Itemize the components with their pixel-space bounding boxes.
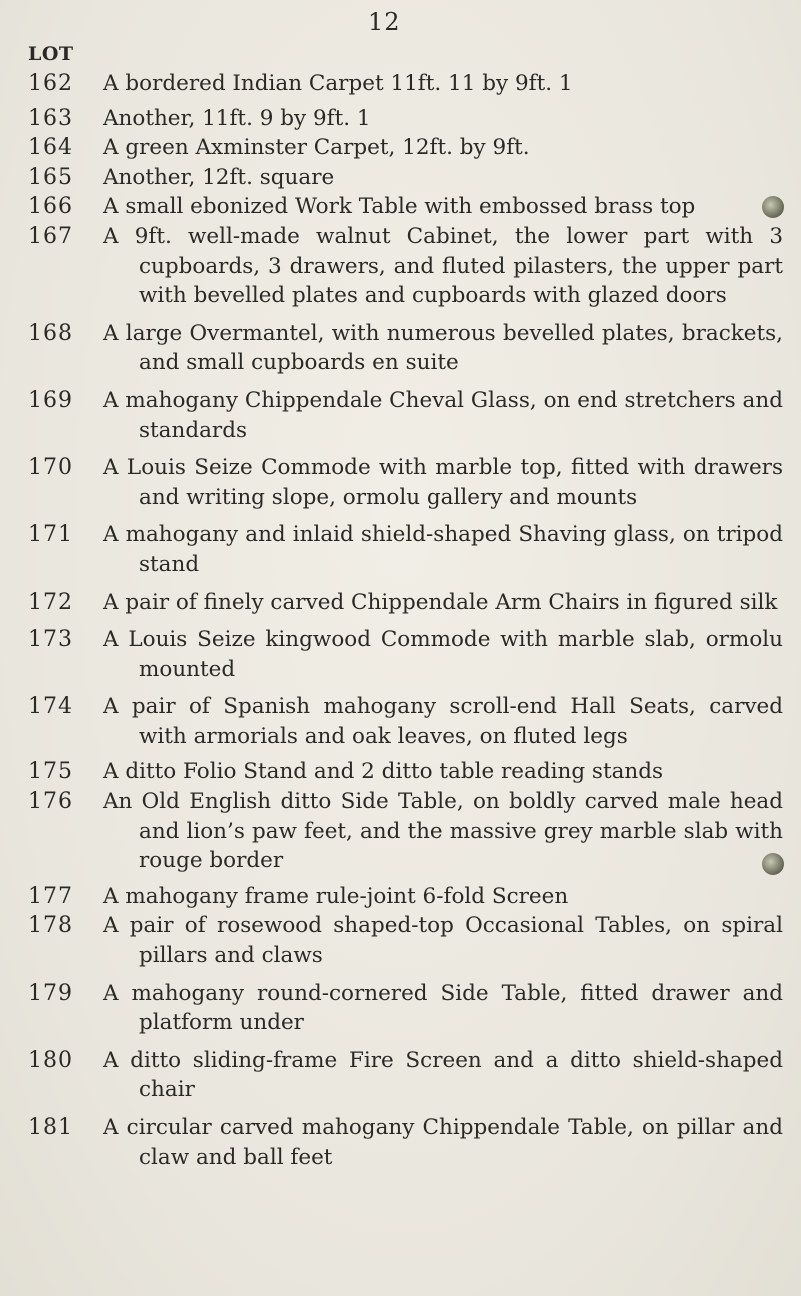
lot-description: A green Axminster Carpet, 12ft. by 9ft. bbox=[103, 135, 530, 161]
lot-description: A ditto sliding-frame Fire Screen and a ditto shield-shaped chair bbox=[103, 1047, 783, 1103]
lot-number: 167 bbox=[28, 223, 73, 249]
binding-hole-icon bbox=[762, 196, 784, 218]
lot-item bbox=[0, 911, 801, 970]
lot-number: 180 bbox=[28, 1047, 73, 1073]
lot-number: 163 bbox=[28, 105, 73, 131]
lot-item bbox=[0, 69, 801, 99]
lot-description: A mahogany Chippendale Cheval Glass, on end stretchers and standards bbox=[103, 387, 783, 443]
lot-item bbox=[0, 692, 801, 751]
lot-item bbox=[0, 1046, 801, 1105]
lot-item bbox=[0, 787, 801, 876]
lot-number: 170 bbox=[28, 455, 73, 481]
lot-description: Another, 12ft. square bbox=[103, 164, 335, 190]
lot-column-heading: LOT bbox=[28, 43, 74, 65]
lot-description: A mahogany and inlaid shield-shaped Shaving glass, on tripod stand bbox=[103, 522, 783, 577]
lot-item bbox=[0, 588, 801, 618]
lot-item bbox=[0, 104, 801, 134]
lot-description: A pair of Spanish mahogany scroll-end Hall Seats, carved with armorials and oak leaves, on fluted legs bbox=[103, 694, 783, 749]
lot-number: 179 bbox=[28, 980, 73, 1006]
lot-description: A Louis Seize kingwood Commode with marble slab, ormolu mounted bbox=[103, 627, 783, 682]
lot-description: A Louis Seize Commode with marble top, fitted with drawers and writing slope, ormolu gallery and mounts bbox=[103, 455, 783, 510]
lot-number: 172 bbox=[28, 589, 73, 615]
lot-number: 174 bbox=[28, 694, 73, 720]
lot-description: A circular carved mahogany Chippendale Table, on pillar and claw and ball feet bbox=[103, 1115, 783, 1170]
lot-description: A ditto Folio Stand and 2 ditto table reading stands bbox=[103, 759, 664, 785]
lot-item bbox=[0, 222, 801, 311]
lot-item bbox=[0, 757, 801, 787]
lot-number: 162 bbox=[28, 71, 73, 96]
lot-item bbox=[0, 625, 801, 684]
lot-description: A pair of finely carved Chippendale Arm Chairs in figured silk bbox=[103, 589, 778, 615]
lot-description: A mahogany frame rule-joint 6-fold Screen bbox=[103, 883, 569, 909]
lot-description: A large Overmantel, with numerous bevelled plates, brackets, and small cupboards en suite bbox=[103, 320, 783, 376]
lot-item bbox=[0, 386, 801, 445]
binding-hole-icon bbox=[762, 853, 784, 875]
lot-item bbox=[0, 979, 801, 1038]
lot-number: 181 bbox=[28, 1115, 73, 1140]
lot-description: A small ebonized Work Table with embossed brass top bbox=[103, 194, 696, 220]
lot-number: 177 bbox=[28, 883, 73, 909]
lot-description: Another, 11ft. 9 by 9ft. 1 bbox=[103, 105, 371, 131]
lot-description: A pair of rosewood shaped-top Occasional Tables, on spiral pillars and claws bbox=[103, 913, 783, 969]
lot-number: 171 bbox=[28, 522, 73, 548]
page-number: 12 bbox=[368, 8, 401, 36]
lot-description: An Old English ditto Side Table, on boldly carved male head and lion’s paw feet, and the massive grey marble slab with rouge border bbox=[103, 789, 783, 874]
lot-number: 165 bbox=[28, 164, 73, 190]
lot-number: 166 bbox=[28, 194, 73, 220]
lot-item bbox=[0, 133, 801, 163]
lot-description: A 9ft. well-made walnut Cabinet, the lower part with 3 cupboards, 3 drawers, and fluted pilasters, the upper part with bevelled plates and cupboards with glazed doors bbox=[103, 223, 783, 309]
lot-item bbox=[0, 319, 801, 378]
lot-item bbox=[0, 882, 801, 912]
lot-number: 178 bbox=[28, 913, 73, 939]
lot-item bbox=[0, 520, 801, 579]
lot-item bbox=[0, 1113, 801, 1172]
lot-item bbox=[0, 192, 801, 222]
lot-item bbox=[0, 163, 801, 193]
lot-number: 173 bbox=[28, 627, 73, 653]
lot-number: 168 bbox=[28, 320, 73, 346]
lot-item bbox=[0, 453, 801, 512]
lot-list bbox=[0, 69, 801, 1172]
lot-number: 169 bbox=[28, 387, 73, 413]
lot-number: 175 bbox=[28, 759, 73, 785]
lot-number: 176 bbox=[28, 789, 73, 815]
lot-description: A bordered Indian Carpet 11ft. 11 by 9ft. 1 bbox=[103, 71, 573, 96]
lot-number: 164 bbox=[28, 135, 73, 161]
lot-description: A mahogany round-cornered Side Table, fitted drawer and platform under bbox=[103, 980, 783, 1036]
